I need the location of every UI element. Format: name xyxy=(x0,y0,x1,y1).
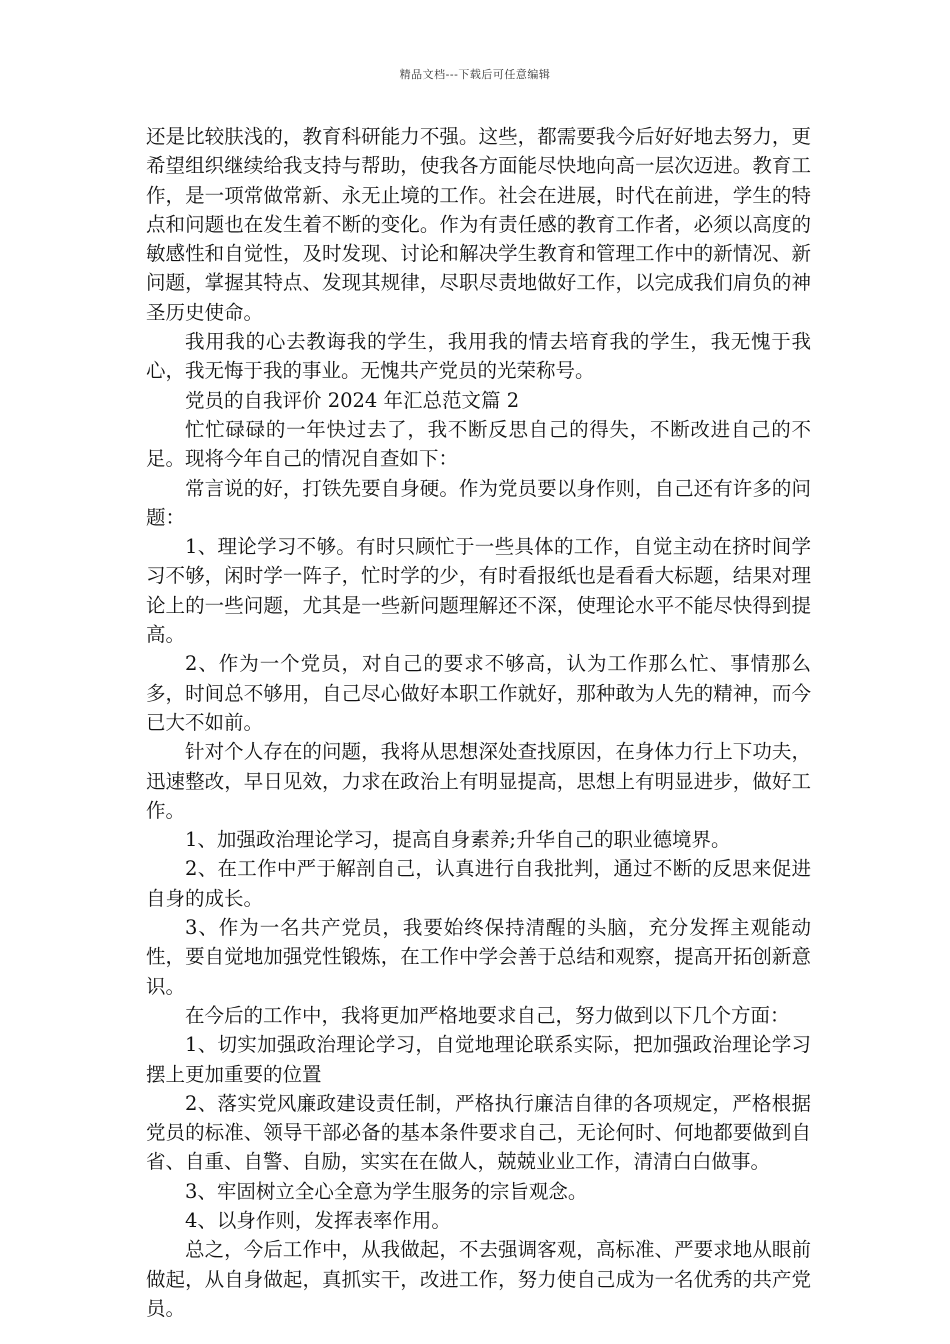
paragraph: 我用我的心去教诲我的学生，我用我的情去培育我的学生，我无愧于我心，我无悔于我的事业。无愧共产党员的光荣称号。 xyxy=(146,330,811,383)
list-item: 1、理论学习不够。有时只顾忙于一些具体的工作，自觉主动在挤时间学习不够，闲时学一阵子，忙时学的少，有时看报纸也是看看大标题，结果对理论上的一些问题，尤其是一些新问题理解还不深，使理论水平不能尽快得到提高。 xyxy=(146,535,811,647)
paragraph: 忙忙碌碌的一年快过去了，我不断反思自己的得失，不断改进自己的不足。现将今年自己的情况自查如下： xyxy=(146,417,811,471)
list-item: 1、加强政治理论学习，提高自身素养;升华自己的职业德境界。 xyxy=(185,828,731,852)
list-item: 4、以身作则，发挥表率作用。 xyxy=(185,1208,451,1232)
list-item: 3、牢固树立全心全意为学生服务的宗旨观念。 xyxy=(185,1179,588,1203)
list-item: 1、切实加强政治理论学习，自觉地理论联系实际，把加强政治理论学习摆上更加重要的位置 xyxy=(146,1033,811,1086)
list-item: 2、落实党风廉政建设责任制，严格执行廉洁自律的各项规定，严格根据党员的标准、领导干部必备的基本条件要求自己，无论何时、何地都要做到自省、自重、自警、自励，实实在在做人，兢兢业业工作，清清白白做事。 xyxy=(146,1091,811,1174)
paragraph: 针对个人存在的问题，我将从思想深处查找原因，在身体力行上下功夫，迅速整改，早日见效，力求在政治上有明显提高，思想上有明显进步，做好工作。 xyxy=(146,740,811,822)
list-item: 2、在工作中严于解剖自己，认真进行自我批判，通过不断的反思来促进自身的成长。 xyxy=(146,857,811,910)
paragraph: 常言说的好，打铁先要自身硬。作为党员要以身作则，自己还有许多的问题： xyxy=(146,476,811,529)
paragraph: 在今后的工作中，我将更加严格地要求自己，努力做到以下几个方面： xyxy=(185,1003,790,1027)
paragraph: 总之，今后工作中，从我做起，不去强调客观，高标准、严要求地从眼前做起，从自身做起，真抓实干，改进工作，努力使自己成为一名优秀的共产党员。 xyxy=(146,1238,811,1320)
list-item: 3、作为一名共产党员，我要始终保持清醒的头脑，充分发挥主观能动性，要自觉地加强党性锻炼，在工作中学会善于总结和观察，提高开拓创新意识。 xyxy=(146,916,811,998)
page-header: 精品文档---下载后可任意编辑 xyxy=(399,68,551,81)
list-item: 2、作为一个党员，对自己的要求不够高，认为工作那么忙、事情那么多，时间总不够用，自己尽心做好本职工作就好，那种敢为人先的精神，而今已大不如前。 xyxy=(146,652,811,734)
document-body xyxy=(146,122,811,1323)
section-title: 党员的自我评价 2024 年汇总范文篇 2 xyxy=(185,388,520,412)
paragraph: 还是比较肤浅的，教育科研能力不强。这些，都需要我今后好好地去努力，更希望组织继续给我支持与帮助，使我各方面能尽快地向高一层次迈进。教育工作，是一项常做常新、永无止境的工作。社会在进展，时代在前进，学生的特点和问题也在发生着不断的变化。作为有责任感的教育工作者，必须以高度的敏感性和自觉性，及时发现、讨论和解决学生教育和管理工作中的新情况、新问题，掌握其特点、发现其规律，尽职尽责地做好工作，以完成我们肩负的神圣历史使命。 xyxy=(146,125,811,324)
